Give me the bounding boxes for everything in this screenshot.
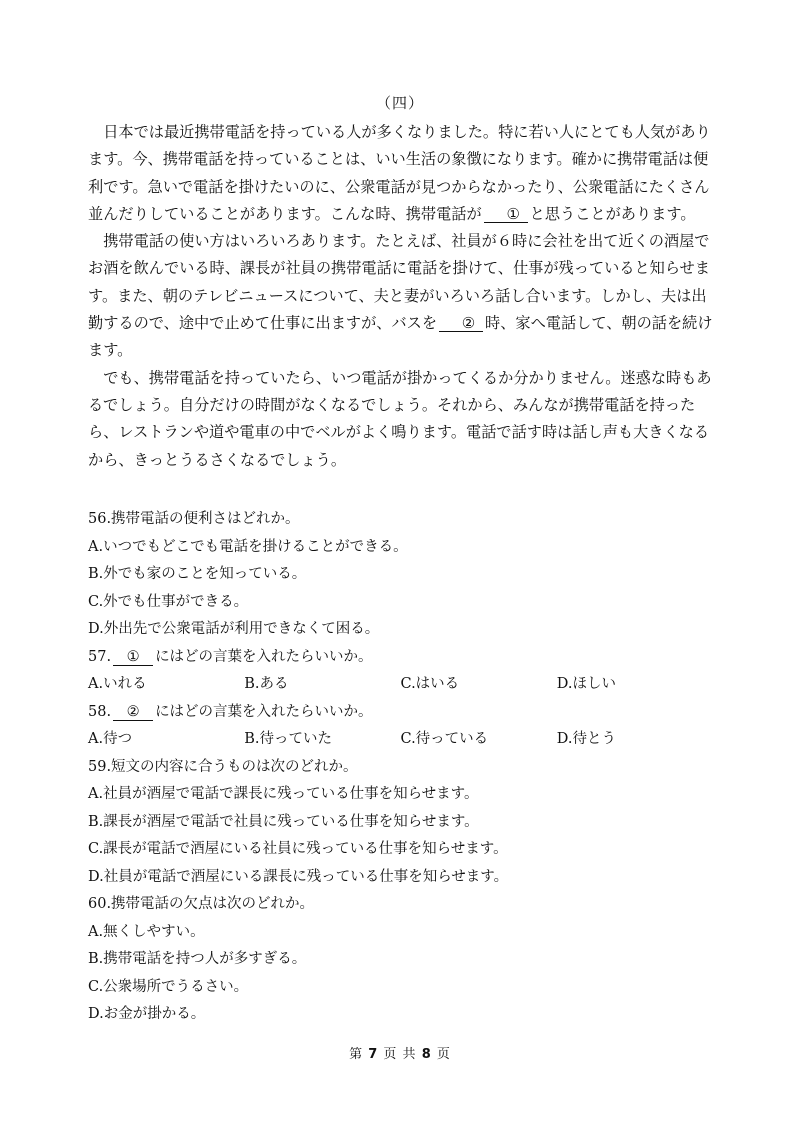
question-57-option-a: A.いれる bbox=[88, 676, 147, 692]
footer-suffix: 页 bbox=[436, 1047, 451, 1062]
paragraph-2-text-after: 時、家へ電話して、朝の話を続けます。 bbox=[88, 314, 713, 360]
question-58-option-b: B.待っていた bbox=[244, 731, 333, 747]
question-57-number: 57. bbox=[88, 648, 112, 665]
question-56-option-c: C.外でも仕事ができる。 bbox=[88, 593, 249, 610]
question-59-stem: 59.短文の内容に合うものは次のどれか。 bbox=[88, 758, 358, 775]
passage-paragraph-2 bbox=[88, 228, 713, 364]
question-58-option-c: C.待っている bbox=[400, 731, 489, 747]
question-56 bbox=[88, 506, 713, 644]
question-57-stem bbox=[88, 644, 713, 672]
question-57-option-c: C.はいる bbox=[400, 676, 460, 692]
footer-total-pages: 8 bbox=[421, 1047, 432, 1062]
question-57 bbox=[88, 644, 713, 699]
question-60-options bbox=[88, 919, 713, 1029]
question-57-blank: ① bbox=[113, 649, 153, 666]
question-58 bbox=[88, 699, 713, 754]
question-58-options bbox=[88, 726, 713, 754]
question-59-option-a: A.社員が酒屋で電話で課長に残っている仕事を知らせます。 bbox=[88, 786, 479, 802]
question-60-stem: 60.携帯電話の欠点は次のどれか。 bbox=[88, 896, 315, 912]
question-60-option-a: A.無くしやすい。 bbox=[88, 923, 205, 940]
page-footer bbox=[0, 1043, 800, 1062]
question-56-option-d: D.外出先で公衆電話が利用できなくて困る。 bbox=[88, 621, 380, 637]
question-59-option-c: C.課長が電話で酒屋にいる社員に残っている仕事を知らせます。 bbox=[88, 841, 508, 857]
section-title: （四） bbox=[375, 94, 424, 112]
question-56-option-a: A.いつでもどこでも電話を掛けることができる。 bbox=[88, 538, 408, 555]
blank-2: ② bbox=[439, 315, 483, 332]
paragraph-1-text-after: と思うことがあります。 bbox=[529, 204, 696, 223]
question-58-stem-text: にはどの言葉を入れたらいいか。 bbox=[155, 703, 373, 720]
question-58-option-d: D.待とう bbox=[556, 731, 616, 747]
blank-1: ① bbox=[484, 206, 528, 223]
question-60-option-c: C.公衆場所でうるさい。 bbox=[88, 978, 249, 995]
question-59-option-d: D.社員が電話で酒屋にいる課長に残っている仕事を知らせます。 bbox=[88, 868, 509, 885]
question-57-option-b: B.ある bbox=[244, 676, 289, 692]
question-56-stem: 56.携帯電話の便利さはどれか。 bbox=[88, 511, 300, 527]
question-58-blank: ② bbox=[113, 704, 153, 721]
passage-paragraph-3: でも、携帯電話を持っていたら、いつ電話が掛かってくるか分かりません。迷惑な時もあるでしょう。自分だけの時間がなくなるでしょう。それから、みんなが携帯電話を持ったら、レストランや道や電車の中でベルがよく鳴ります。電話で話す時は話し声も大きくなるから、きっとうるさくなるでしょう。 bbox=[88, 368, 712, 469]
question-60-option-b: B.携帯電話を持つ人が多すぎる。 bbox=[88, 951, 307, 967]
paragraph-1-text-before: 日本では最近携帯電話を持っている人が多くなりました。特に若い人にとても人気があります。今、携帯電話を持っていることは、いい生活の象徴になります。確かに携帯電話は便利です。急いで電話を掛けたいのに、公衆電話が見つからなかったり、公衆電話にたくさん並んだりしていることがあります。こんな時、携帯電話が bbox=[88, 123, 711, 223]
question-60 bbox=[88, 891, 713, 1029]
question-58-number: 58. bbox=[88, 703, 112, 720]
question-59 bbox=[88, 754, 713, 892]
reading-passage bbox=[88, 119, 713, 474]
footer-middle: 页 共 bbox=[383, 1047, 417, 1062]
footer-prefix: 第 bbox=[349, 1047, 364, 1062]
paragraph-2-text-before: 携帯電話の使い方はいろいろあります。たとえば、社員が６時に会社を出て近くの酒屋でお酒を飲んでいる時、課長が社員の携帯電話に電話を掛けて、仕事が残っていると知らせます。また、朝のテレビニュースについて、夫と妻がいろいろ話し合います。しかし、夫は出勤するので、途中で止めて仕事に出ますが、バスを bbox=[88, 232, 710, 333]
question-59-option-b: B.課長が酒屋で電話で社員に残っている仕事を知らせます。 bbox=[88, 813, 479, 830]
question-57-stem-text: にはどの言葉を入れたらいいか。 bbox=[155, 648, 373, 665]
question-56-option-b: B.外でも家のことを知っている。 bbox=[88, 566, 307, 582]
question-57-options bbox=[88, 671, 713, 699]
question-58-stem bbox=[88, 699, 713, 727]
passage-paragraph-1 bbox=[88, 119, 713, 228]
footer-page-number: 7 bbox=[368, 1047, 379, 1062]
question-60-option-d: D.お金が掛かる。 bbox=[88, 1006, 206, 1022]
question-57-option-d: D.ほしい bbox=[556, 676, 616, 692]
question-list bbox=[88, 506, 713, 1029]
question-58-option-a: A.待つ bbox=[88, 731, 133, 747]
